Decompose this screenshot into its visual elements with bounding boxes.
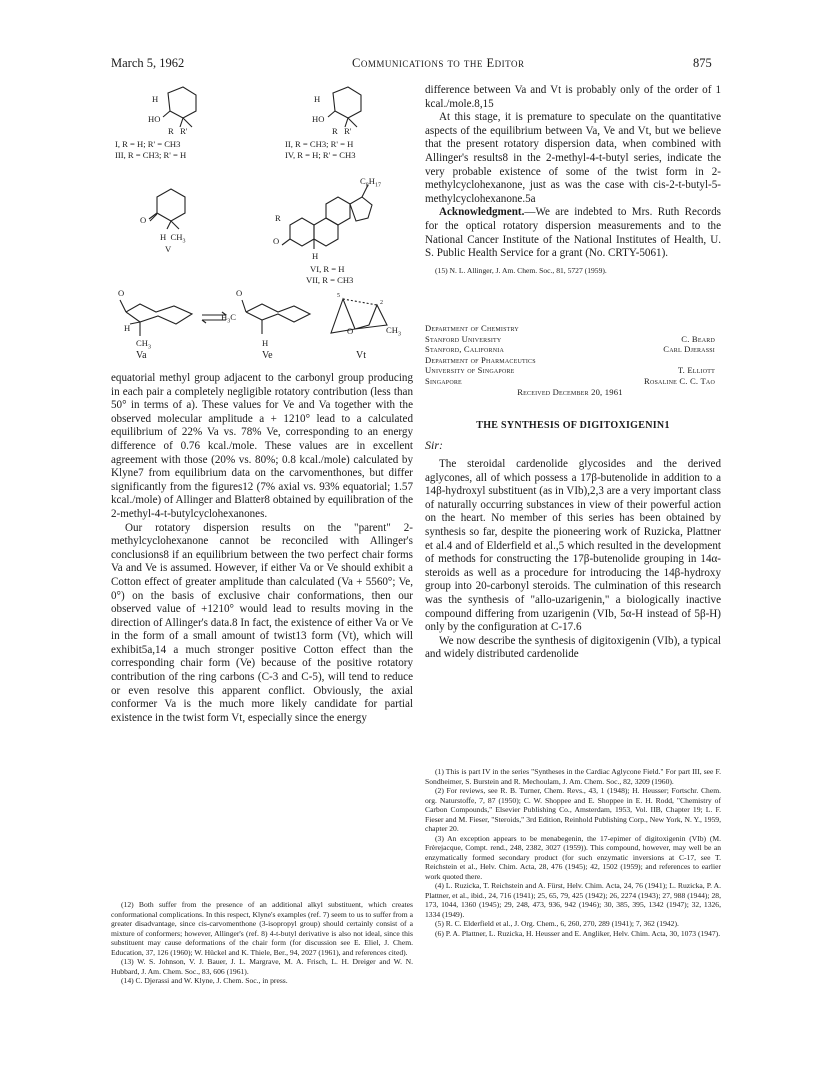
paragraph: At this stage, it is premature to speculate on the quantitative aspects of the equilibrium between Va, Ve and Vt, but we believe that the present rotatory dispersion data, when combined with Allinger's results8 in the 2-methyl-4-t-butyl series, indicate the very probable existence of some of the twist form in 2-methylcyclohexanone, just as was the case with cis-2-t-butyl-5-methylcyclohexanone.5a bbox=[425, 111, 721, 205]
affiliation-city: Stanford, California bbox=[425, 344, 504, 354]
label-Ve: Ve bbox=[262, 350, 273, 361]
received-date: Received December 20, 1961 bbox=[517, 387, 623, 397]
affiliation-university: Stanford University bbox=[425, 333, 502, 344]
author-name: Rosaline C. C. Tao bbox=[644, 375, 715, 386]
label-C8H17: $C_8H_{17}$ bbox=[360, 176, 381, 189]
caption-IV: IV, R = H; R' = CH3 bbox=[285, 150, 356, 160]
header-date: March 5, 1962 bbox=[111, 56, 185, 70]
structure-Vt bbox=[325, 295, 405, 350]
paragraph: difference between Va and Vt is probably only of the order of 1 kcal./mole.8,15 bbox=[425, 84, 721, 110]
structure-Ve bbox=[232, 290, 322, 345]
caption-VII: VII, R = CH3 bbox=[306, 275, 354, 285]
caption-I: I, R = H; R' = CH3 bbox=[115, 139, 181, 149]
label-V: V bbox=[165, 244, 172, 254]
footnote-6: (6) P. A. Plattner, L. Ruzicka, H. Heusser and E. Angliker, Helv. Chim. Acta, 30, 1073 (1947). bbox=[435, 928, 721, 938]
footnote-12: (12) Both suffer from the presence of an additional alkyl substituent, which creates conformational complications. In this respect, Klyne's examples (ref. 7) seem to us to suffer from a greater disadvantage, since cis-carvomenthone (3-isopropyl group) should certainly consist of a mixture of conformers; however, Allinger's (ref. 8) 4-t-butyl derivative is also not ideal, since this substituent may cause deformations of the chair form (for discussion see E. Eliel, J. Chem. Education, 37, 126 (1960); W. Hückel and K. Thiele, Ber., 94, 2027 (1961), and references cited). bbox=[111, 900, 413, 957]
paragraph: The steroidal cardenolide glycosides and the derived aglycones, all of which possess a 17β-butenolide in addition to a 14β-hydroxyl substituent (as in VIb),2,3 are a very important class of naturally occurring substances in view of their powerful action on the heart. No member of this series has been obtained by synthesis so far, despite the pioneering work of Ruzicka, Plattner et al.4 and of Elderfield et al.,5 which resulted in the development of methods for constructing the 17β-butenolide grouping in 14α-steroids as well as a procedure for introducing the 14β-hydroxy group into 20-carbonyl steroids. The culmination of this research was the synthesis of "allo-uzarigenin," a biologically inactive compound differing from uzarigenin (VIb, 5α-H instead of 5β-H) only by the configuration at C-17.6 bbox=[425, 458, 721, 634]
footnote-3: (3) An exception appears to be menabegenin, the 17-epimer of digitoxigenin (VIb) (M. Frèrejacque, Compt. rend., 248, 2382, 3027 (1959)). This compound, however, may well be an enzymatically formed secondary product (for such enzymatic inversions at C-17, see T. Reichstein et al., Helv. Chim. Acta, 28, 476 (1945); 42, 1502 (1959); and references to earlier work quoted there. bbox=[425, 833, 721, 881]
affiliation-city: Singapore bbox=[425, 375, 462, 386]
footnote-1: (1) This is part IV in the series "Syntheses in the Cardiac Aglycone Field." For part III, see F. Sondheimer, S. Burstein and R. Mechoulam, J. Am. Chem. Soc., 82, 3209 (1960). bbox=[425, 767, 721, 786]
left-footnotes bbox=[111, 900, 413, 986]
right-footnotes bbox=[425, 767, 721, 938]
author-affiliations bbox=[425, 323, 715, 398]
caption-II: II, R = CH3; R' = H bbox=[285, 139, 354, 149]
affiliation-university: University of Singapore bbox=[425, 365, 515, 375]
acknowledgment-heading: Acknowledgment. bbox=[439, 206, 525, 219]
acknowledgment-body: —We are indebted to Mrs. Ruth Records for the optical rotatory dispersion measurements and to the National Cancer Institute of the National Institutes of Health, U. S. Public Health Service for a grant (No. CRTY-5061). bbox=[425, 206, 721, 260]
structure-Va bbox=[118, 290, 208, 345]
author-name: Carl Djerassi bbox=[663, 344, 715, 354]
paragraph: Our rotatory dispersion results on the "parent" 2-methylcyclohexanone cannot be reconciled with Allinger's conclusions8 if an equilibrium between the two perfect chair forms Va and Ve is assumed. However, if either Va or Ve should exhibit a Cotton effect of greater amplitude than calculated (Va + 5560°; Ve, 0°) on the basis of exclusive chair conformations, then our observed value of +1210° would lead to results moving in the direction of Allinger's data.8 In fact, the existence of either Va or Ve in the form of a small amount of twist13 form (Vt), which will exhibit5a,14 a much stronger positive Cotton effect than the corresponding chair form (Ve) because of the positive rotatory contribution of the ring carbons (C-3 and C-5), will tend to reduce or even resolve this apparent conflict. Obviously, the axial conformer Va is the much more likely candidate for partial existence in the twist form Vt, especially since the energy bbox=[111, 521, 413, 724]
footnote-14: (14) C. Djerassi and W. Klyne, J. Chem. Soc., in press. bbox=[121, 976, 288, 985]
header-running-title: Communications to the Editor bbox=[352, 56, 525, 70]
affiliation-dept: Department of Chemistry bbox=[425, 323, 519, 333]
author-name: C. Beard bbox=[681, 333, 715, 344]
footnote-5: (5) R. C. Elderfield et al., J. Org. Chem., 6, 260, 270, 289 (1941); 7, 362 (1942). bbox=[435, 919, 679, 928]
label-Vt: Vt bbox=[356, 350, 366, 361]
left-column bbox=[111, 372, 413, 725]
label-Va: Va bbox=[136, 350, 147, 361]
right-column-body bbox=[425, 458, 721, 662]
paragraph: We now describe the synthesis of digitoxigenin (VIb), a typical and widely distributed cardenolide bbox=[425, 634, 721, 661]
author-name: T. Elliott bbox=[677, 365, 715, 375]
structure-steroid bbox=[280, 175, 400, 265]
header-page-number: 875 bbox=[693, 56, 712, 70]
footnote-15: (15) N. L. Allinger, J. Am. Chem. Soc., 81, 5727 (1959). bbox=[435, 265, 607, 275]
footnote-4: (4) L. Ruzicka, T. Reichstein and A. Fürst, Helv. Chim. Acta, 24, 76 (1941); L. Ruzicka, P. A. Plattner, et al., ibid., 24, 716 (1941); 25, 65, 79, 425 (1942); 26, 2274 (1943); 27, 988 (1944); 28, 173, 1044, 1360 (1945); 29, 248, 473, 936, 942 (1946); 30, 385, 395, 1342 (1947); 32, 1326, 1334 (1949). bbox=[425, 881, 721, 919]
caption-III: III, R = CH3; R' = H bbox=[115, 150, 187, 160]
salutation: Sir: bbox=[425, 438, 443, 452]
footnote-2: (2) For reviews, see R. B. Turner, Chem. Revs., 43, 1 (1948); H. Heusser; Fortschr. Chem. org. Naturstoffe, 7, 87 (1950); C. W. Shoppee and E. Shoppee in E. H. Rodd, "Chemistry of Carbon Compounds," Elsevier Publishing Co., Amsterdam, 1953, Vol. IIB, Chapter 19; L. F. Fieser and M. Fieser, "Steroids," 3rd Edition, Reinhold Publishing Corp., New York, N. Y., 1959, chapter 20. bbox=[425, 786, 721, 833]
footnote-13: (13) W. S. Johnson, V. J. Bauer, J. L. Margrave, M. A. Frisch, L. H. Dreiger and W. N. Hubbard, J. Am. Chem. Soc., 83, 606 (1961). bbox=[111, 957, 413, 976]
caption-VI: VI, R = H bbox=[310, 264, 345, 274]
right-column-top bbox=[425, 84, 721, 275]
paragraph: equatorial methyl group adjacent to the carbonyl group producing in each pair a completely negligible rotatory contribution (less than 50° in terms of a). These values for Ve and Va together with the observed molecular amplitude a + 1210° lead to a calculated equilibrium of 22% Va vs. 78% Ve, corresponding to an energy difference of 0.76 kcal./mole. These values are in excellent agreement with those (20% vs. 80%; 0.8 kcal./mole) calculated by Klyne7 from equilibrium data on the carvomenthones, but differ significantly from the figures12 (7% axial vs. 93% equatorial; 1.57 kcal./mole) of Allinger and Blatter8 obtained by equilibration of the 2-methyl-4-t-butylcyclohexanones. bbox=[111, 372, 413, 520]
article-title: THE SYNTHESIS OF DIGITOXIGENIN1 bbox=[476, 420, 670, 431]
structure-V bbox=[145, 185, 205, 235]
affiliation-dept: Department of Pharmaceutics bbox=[425, 354, 536, 365]
